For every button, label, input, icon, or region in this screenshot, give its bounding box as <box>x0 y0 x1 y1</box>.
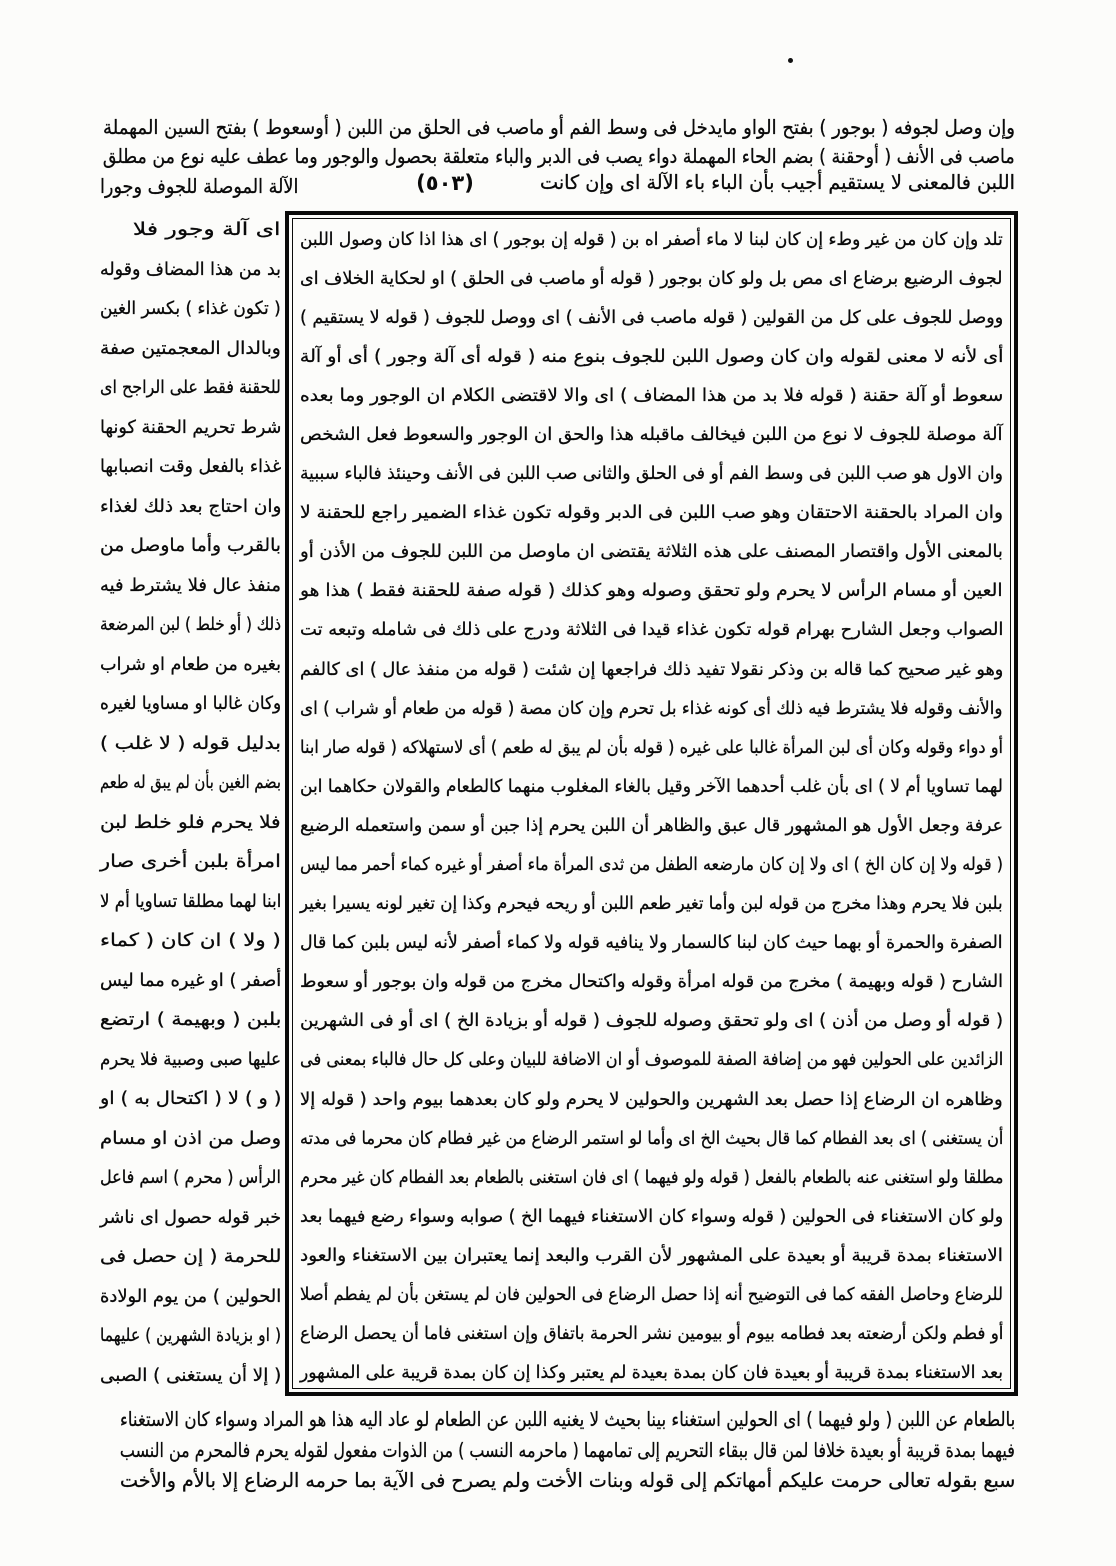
commentary-top <box>103 113 1015 171</box>
gloss-line: مطلقا ولو استغنى عنه بالطعام بالفعل ( قوله ولو فيهما ) اى فان استغنى بالطعام بعد الفطام كان غير محرم <box>299 1167 1003 1188</box>
gloss-line: ( قوله ولا إن كان الخ ) اى ولا إن كان مارضعه الطفل من ثدى المرأة ماء أصفر أو غيره كماء أحمر مما ليس <box>299 855 1003 875</box>
commentary-line: سبع بقوله تعالى حرمت عليكم أمهاتكم إلى قوله وبنات الأخت ولم يصرح فى الآية بما حرمه الرضاع إلا بالأم والأخت <box>119 1469 1015 1492</box>
margin-commentary-line: الرأس ( محرم ) اسم فاعل <box>100 1167 281 1188</box>
margin-commentary-line: ( و ) لا ( اكتحال به ) او <box>99 1088 281 1109</box>
page-number: (٥٠٣) <box>416 171 474 195</box>
commentary-line: بالطعام عن اللبن ( ولو فيهما ) اى الحولين استغناء بينا بحيث لا يغنيه اللبن عن الطعام لو عاد اليه هذا هو المراد وسواء كان الاستغناء <box>119 1408 1015 1431</box>
gloss-line: لهما تساويا أم لا ) اى بأن غلب أحدهما الآخر وقيل بالغاء المغلوب منهما كالطعام والقولان حكاهما ابن <box>300 776 1003 797</box>
commentary-line: فيهما بمدة قريبة أو بعيدة خلافا لمن قال ببقاء التحريم إلى تمامهما ( ماحرمه النسب ) من الذوات مفعول لقوله يحرم فالمحرم من النسب <box>120 1438 1015 1462</box>
margin-commentary-line: ( او بزيادة الشهرين ) عليهما <box>99 1325 281 1346</box>
ink-speck <box>788 58 793 63</box>
margin-commentary-line: بد من هذا المضاف وقوله <box>99 258 281 280</box>
margin-commentary-line: خبر قوله حصول اى ناشر <box>99 1206 281 1228</box>
gloss-line: الصفرة والحمرة أو بهما حيث كان لبنا كالسمار ولا ينافيه قوله ولا كماء أصفر لأنه ليس بلبن كما قال <box>300 933 1003 954</box>
margin-commentary-line: اى آلة وجور فلا <box>133 219 281 240</box>
margin-commentary-line: منفذ عال فلا يشترط فيه <box>100 574 281 596</box>
margin-commentary-line: ( ولا ) ان كان ( كماء <box>100 930 281 951</box>
gloss-line: بلبن فلا يحرم وهذا مخرج من قوله لبن وأما تغير طعم اللبن أو ريحه فيحرم وكذا إن تغير لونه يسيرا بغير <box>300 894 1003 915</box>
margin-commentary-line: عليها صبى وصبية فلا يحرم <box>99 1048 281 1070</box>
margin-commentary-line: أصفر ) او غيره مما ليس <box>99 969 281 991</box>
commentary-line: الآلة الموصلة للجوف وجورا <box>99 175 298 198</box>
gloss-line: أو فطم ولكن أرضعته بعد فطامه بيوم أو بيومين نشر الحرمة باتفاق وإن استغنى فاما أن يحصل الرضاع <box>299 1324 1003 1345</box>
margin-commentary-line: ابنا لهما مطلقا تساويا أم لا <box>99 890 281 912</box>
margin-commentary-line: وان احتاج بعد ذلك لغذاء <box>99 495 281 517</box>
margin-commentary-line: بالقرب وأما ماوصل من <box>99 535 281 556</box>
margin-commentary-line: ذلك ( أو خلط ) لبن المرضعة <box>100 614 281 635</box>
gloss-line: الزائدين على الحولين فهو من إضافة الصفة للموصوف أو ان الاضافة للبيان وعلى كل حال فالباء بمعنى فى <box>299 1050 1003 1071</box>
margin-commentary-line: بضم الغين بأن لم يبق له طعم <box>100 772 281 793</box>
gloss-line: بعد الاستغناء بمدة قريبة أو بعيدة فان كان بمدة بعيدة لم يعتبر وكذا إن كان بمدة قريبة على المشهور <box>300 1363 1003 1384</box>
gloss-text <box>300 221 1003 1394</box>
margin-commentary-line: بغيره من طعام او شراب <box>99 653 281 675</box>
margin-commentary-line: ( إلا أن يستغنى ) الصبى <box>99 1364 281 1386</box>
margin-commentary-line: شرط تحريم الحقنة كونها <box>99 416 281 438</box>
gloss-line: والأنف وقوله فلا يشترط فيه ذلك أى كونه غذاء بل تحرم وإن كان مصة ( قوله من طعام أو شراب ) اى <box>300 698 1003 719</box>
gloss-line: لجوف الرضيع برضاع اى مص بل ولو كان بوجور ( قوله أو ماصب فى الحلق ) او لحكاية الخلاف اى <box>300 268 1003 289</box>
margin-commentary-column <box>100 210 281 1395</box>
gloss-line: ووصل للجوف على كل من القولين ( قوله ماصب فى الأنف ) اى ووصل للجوف ( قوله لا يستقيم ) <box>299 307 1003 328</box>
margin-commentary-line: الحولين ) من يوم الولادة <box>99 1285 281 1307</box>
gloss-line: للرضاع وحاصل الفقه كما فى التوضيح أنه إذا حصل الرضاع فى الحولين فان لم يستغن بأن لم يفطم أصلا <box>300 1285 1003 1306</box>
gloss-line: أى لأنه لا معنى لقوله وان كان وصول اللبن للجوف بنوع منه ( قوله أى آلة وجور ) أى أو آلة <box>299 346 1003 367</box>
gloss-line: أن يستغنى ) اى بعد الفطام كما قال بحيث الخ اى وأما لو استمر الرضاع من غير فطام كان محرما فى مدته <box>299 1128 1003 1149</box>
commentary-line: اللبن فالمعنى لا يستقيم أجيب بأن الباء باء الآلة اى وإن كانت <box>540 171 1015 194</box>
commentary-line: ماصب فى الأنف ( أوحقنة ) بضم الحاء المهملة دواء يصب فى الدبر والباء متعلقة بحصول والوجور وما عطف عليه نوع من مطلق <box>103 145 1015 168</box>
margin-commentary-line: بلبن ( وبهيمة ) ارتضع <box>99 1009 281 1030</box>
gloss-line: وان الاول هو صب اللبن فى وسط الفم أو فى الحلق والثانى صب اللبن فى الأنف وحينئذ فالباء سببية <box>300 464 1003 485</box>
gloss-line: الاستغناء بمدة قريبة أو بعيدة على المشهور لأن القرب والبعد إنما يعتبران بين الاستغناء والعود <box>300 1245 1003 1266</box>
margin-commentary-line: للحقنة فقط على الراجح اى <box>100 377 281 398</box>
margin-commentary-line: وكان غالبا او مساويا لغيره <box>99 693 281 714</box>
gloss-line: وهو غير صحيح كما قاله بن وذكر نقولا تفيد ذلك فراجعها إن شئت ( قوله من منفذ عال ) اى كالفم <box>299 659 1003 680</box>
margin-commentary-line: وصل من اذن او مسام <box>99 1127 281 1149</box>
commentary-line: وإن وصل لجوفه ( بوجور ) بفتح الواو مايدخل فى وسط الفم أو ماصب فى الحلق من اللبن ( أوسعوط ) بفتح السين المهملة <box>103 116 1015 139</box>
commentary-bottom <box>120 1405 1015 1497</box>
gloss-line: ( قوله أو وصل من أذن ) اى ولو تحقق وصوله للجوف ( قوله أو بزيادة الخ ) اى أو فى الشهرين <box>299 1011 1003 1032</box>
gloss-line: تلد وإن كان من غير وطء إن كان لبنا لا ماء أصفر اه بن ( قوله إن بوجور ) اى هذا اذا كان وصول اللبن <box>300 229 1003 250</box>
gloss-line: أو دواء وقوله وكان أى لبن المرأة غالبا على غيره ( قوله بأن لم يبق له طعم ) أى لاستهلاكه ( قوله صار ابنا <box>299 737 1003 758</box>
margin-commentary-line: وبالدال المعجمتين صفة <box>100 337 281 359</box>
gloss-line: الصواب وجعل الشارح بهرام قوله تكون غذاء قيدا فى الثلاثة ودرج على ذلك فى شامله وتبعه تت <box>299 620 1003 641</box>
gloss-line: الشارح ( قوله وبهيمة ) مخرج من قوله امرأة وقوله واكتحال مخرج من قوله وان بوجور أو سعوط <box>299 972 1003 993</box>
commentary-top-line3-right <box>540 168 1015 197</box>
gloss-line: سعوط أو آلة حقنة ( قوله فلا بد من هذا المضاف ) اى والا لاقتضى الكلام ان الوجور وما بعده <box>299 385 1003 406</box>
margin-commentary-line: بدليل قوله ( لا غلب ) <box>99 732 281 754</box>
gloss-line: وان المراد بالحقنة الاحتقان وهو صب اللبن فى الدبر وقوله تكون غذاء الضمير راجع للحقنة لا <box>299 503 1003 524</box>
margin-commentary-line: غذاء بالفعل وقت انصبابها <box>99 456 281 477</box>
margin-commentary-line: ( تكون غذاء ) بكسر الغين <box>100 298 281 319</box>
gloss-line: آلة موصلة للجوف لا نوع من اللبن فيخالف ماقبله هذا والحق ان الوجور والسعوط فعل الشخص <box>300 424 1003 445</box>
gloss-line: وظاهره ان الرضاع إذا حصل بعد الشهرين والحولين لا يحرم ولو كان بعدهما بيوم واحد ( قوله إلا <box>300 1089 1003 1110</box>
margin-commentary-line: امرأة بلبن أخرى صار <box>100 851 281 872</box>
margin-commentary-line: فلا يحرم فلو خلط لبن <box>100 811 281 833</box>
gloss-line: عرفة وجعل الأول هو المشهور قال عبق والظاهر أن اللبن يحرم إذا جبن أو سمن واستعمله الرضيع <box>299 815 1003 836</box>
gloss-line: بالمعنى الأول واقتصار المصنف على هذه الثلاثة يقتضى ان ماوصل من اللبن للجوف من الأذن أو <box>300 542 1003 563</box>
margin-commentary-line: للحرمة ( إن حصل فى <box>99 1246 281 1267</box>
gloss-line: ولو كان الاستغناء فى الحولين ( قوله وسواء كان الاستغناء فيهما الخ ) صوابه وسواء رضع فيهما بعد <box>299 1206 1003 1227</box>
gloss-line: العين أو مسام الرأس لا يحرم ولو تحقق وصوله وهو كذلك ( قوله صفة للحقنة فقط ) هذا هو <box>300 581 1003 602</box>
commentary-top-line3-left <box>100 172 298 201</box>
